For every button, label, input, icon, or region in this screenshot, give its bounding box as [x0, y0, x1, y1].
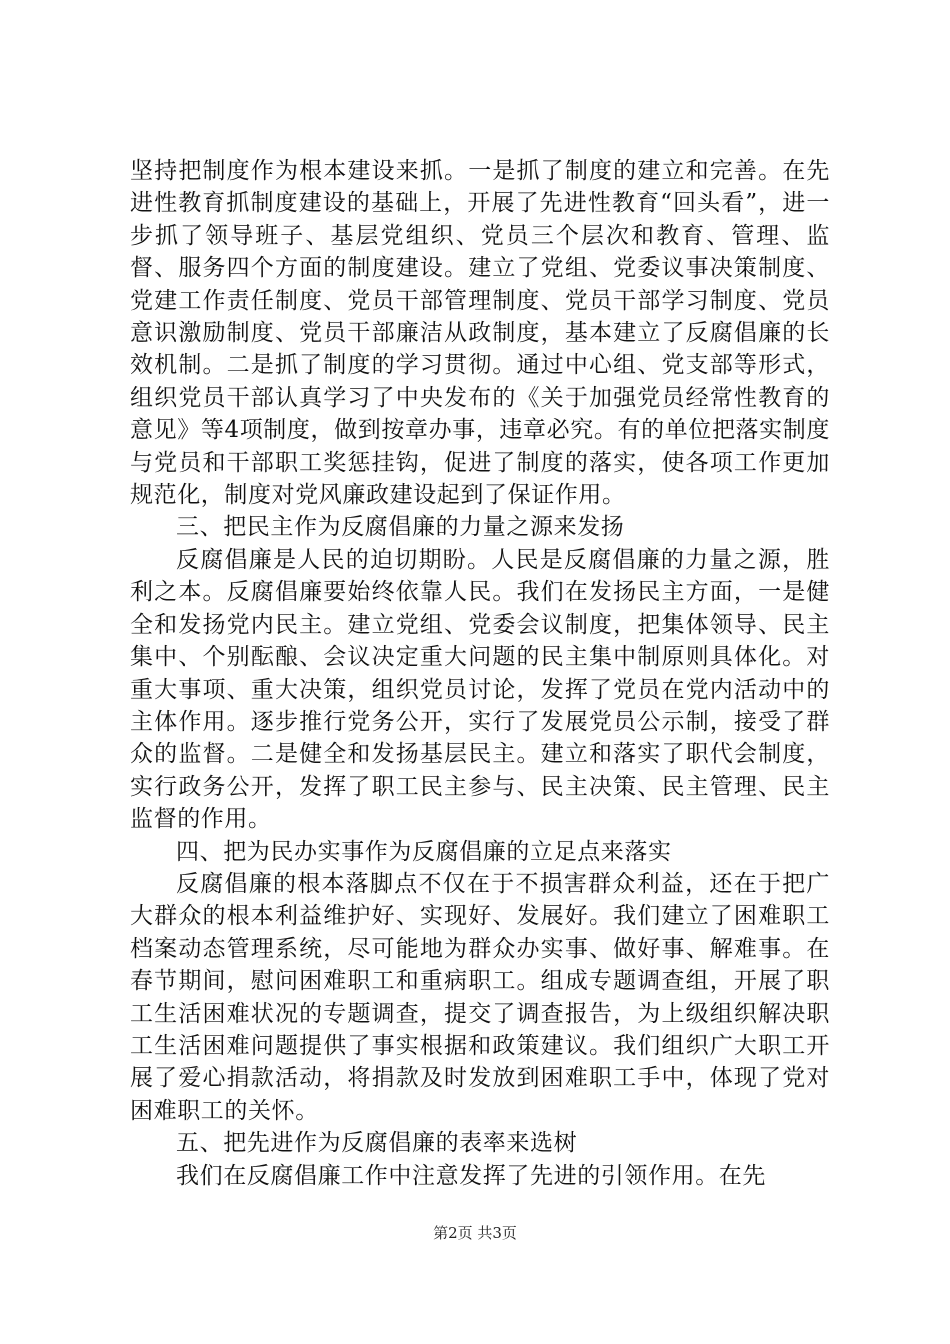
- section-heading-3: 三、把民主作为反腐倡廉的力量之源来发扬: [176, 514, 625, 541]
- paragraph-4: 我们在反腐倡廉工作中注意发挥了先进的引领作用。在先: [176, 1162, 766, 1189]
- page-footer: 第2页 共3页: [433, 1224, 517, 1242]
- paragraph-2: 反腐倡廉是人民的迫切期盼。人民是反腐倡廉的力量之源，胜利之本。反腐倡廉要始终依靠人民。我们在发扬民主方面，一是健全和发扬党内民主。建立党组、党委会议制度，把集体领导、民主集中、个别酝酿、会议决定重大问题的民主集中制原则具体化。对重大事项、重大决策，组织党员讨论，发挥了党员在党内活动中的主体作用。逐步推行党务公开，实行了发展党员公示制，接受了群众的监督。二是健全和发扬基层民主。建立和落实了职代会制度，实行政务公开，发挥了职工民主参与、民主决策、民主管理、民主监督的作用。: [130, 546, 830, 833]
- section-heading-5: 五、把先进作为反腐倡廉的表率来选树: [176, 1130, 578, 1157]
- paragraph-1: 坚持把制度作为根本建设来抓。一是抓了制度的建立和完善。在先进性教育抓制度建设的基础上，开展了先进性教育“回头看”，进一步抓了领导班子、基层党组织、党员三个层次和教育、管理、监督、服务四个方面的制度建设。建立了党组、党委议事决策制度、党建工作责任制度、党员干部管理制度、党员干部学习制度、党员意识激励制度、党员干部廉洁从政制度，基本建立了反腐倡廉的长效机制。二是抓了制度的学习贯彻。通过中心组、党支部等形式，组织党员干部认真学习了中央发布的《关于加强党员经常性教育的意见》等4项制度，做到按章办事，违章必究。有的单位把落实制度与党员和干部职工奖惩挂钩，促进了制度的落实，使各项工作更加规范化，制度对党风廉政建设起到了保证作用。: [130, 158, 830, 509]
- section-heading-4: 四、把为民办实事作为反腐倡廉的立足点来落实: [176, 838, 672, 865]
- paragraph-3: 反腐倡廉的根本落脚点不仅在于不损害群众利益，还在于把广大群众的根本利益维护好、实现好、发展好。我们建立了困难职工档案动态管理系统，尽可能地为群众办实事、做好事、解难事。在春节期间，慰问困难职工和重病职工。组成专题调查组，开展了职工生活困难状况的专题调查，提交了调查报告，为上级组织解决职工生活困难问题提供了事实根据和政策建议。我们组织广大职工开展了爱心捐款活动，将捐款及时发放到困难职工手中，体现了党对困难职工的关怀。: [130, 870, 830, 1124]
- document-body: [130, 155, 830, 1192]
